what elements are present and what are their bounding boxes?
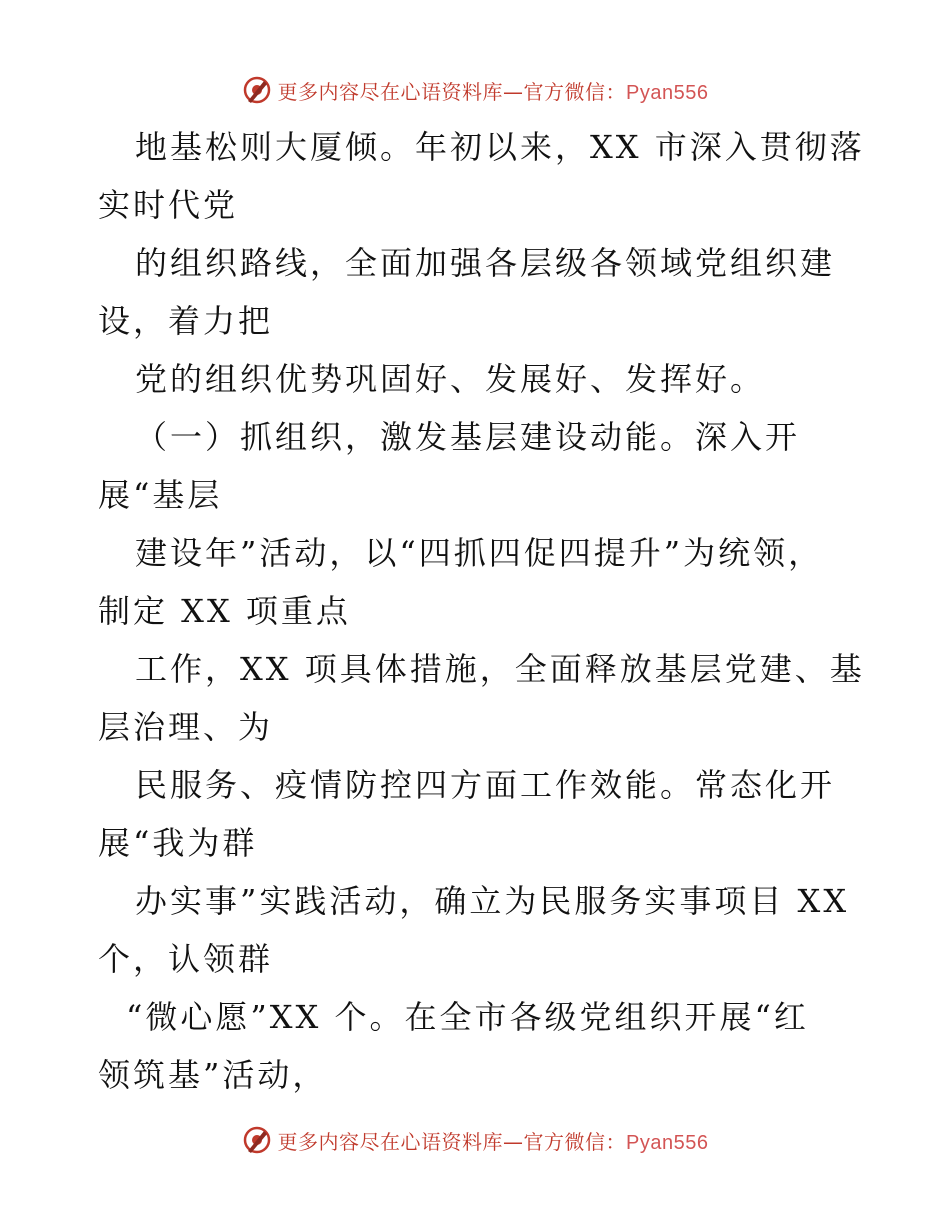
text-line: 领筑基”活动， bbox=[98, 1056, 328, 1094]
text-line: 个，认领群 bbox=[98, 940, 274, 978]
footer-watermark bbox=[0, 1122, 950, 1158]
section-heading-line: （一）抓组织，激发基层建设动能。深入开 bbox=[135, 418, 801, 456]
watermark-wechat-id: Pyan556 bbox=[626, 1131, 709, 1154]
quill-circle-icon bbox=[242, 75, 272, 105]
text-line: 民服务、疫情防控四方面工作效能。常态化开 bbox=[135, 766, 836, 804]
text-line: 实时代党 bbox=[98, 186, 239, 224]
watermark-text bbox=[278, 1126, 709, 1155]
text-line: “微心愿”XX 个。在全市各级党组织开展“红 bbox=[126, 998, 809, 1036]
watermark-text bbox=[278, 76, 709, 105]
text-line: 办实事”实践活动，确立为民服务实事项目 XX bbox=[135, 882, 850, 920]
text-line: 层治理、为 bbox=[98, 708, 274, 746]
watermark-brand: 更多内容尽在心语资料库 bbox=[277, 79, 504, 104]
watermark-brand: 更多内容尽在心语资料库 bbox=[277, 1129, 504, 1154]
text-line: 工作，XX 项具体措施，全面释放基层党建、基 bbox=[135, 650, 865, 688]
text-line: 地基松则大厦倾。年初以来，XX 市深入贯彻落 bbox=[135, 128, 865, 166]
watermark-separator: — bbox=[503, 79, 524, 104]
quill-circle-icon bbox=[242, 1125, 272, 1155]
text-line: 设，着力把 bbox=[98, 302, 274, 340]
watermark-separator: — bbox=[503, 1129, 524, 1154]
text-line: 党的组织优势巩固好、发展好、发挥好。 bbox=[135, 360, 766, 398]
text-line: 展“我为群 bbox=[98, 824, 258, 862]
text-line: 的组织路线，全面加强各层级各领域党组织建 bbox=[135, 244, 836, 282]
document-body bbox=[98, 118, 865, 1104]
text-line: 展“基层 bbox=[98, 476, 223, 514]
watermark-suffix: 官方微信： bbox=[523, 1129, 627, 1154]
watermark-wechat-id: Pyan556 bbox=[626, 81, 709, 104]
header-watermark bbox=[0, 72, 950, 108]
text-line: 制定 XX 项重点 bbox=[98, 592, 351, 630]
watermark-suffix: 官方微信： bbox=[523, 79, 627, 104]
text-line: 建设年”活动，以“四抓四促四提升”为统领， bbox=[135, 534, 824, 572]
